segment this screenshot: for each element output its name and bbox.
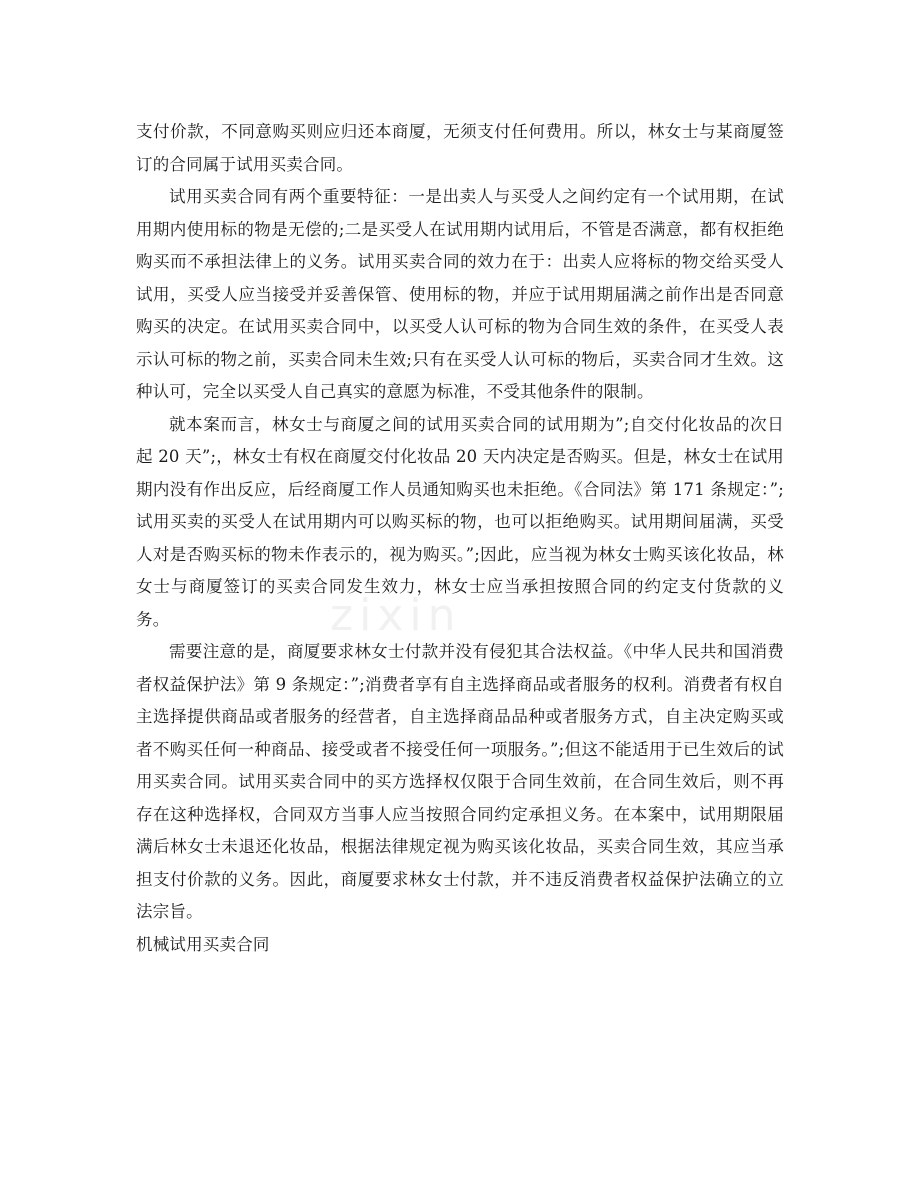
document-body — [136, 116, 784, 961]
watermark: zixin — [330, 590, 462, 641]
paragraph-features: 试用买卖合同有两个重要特征：一是出卖人与买受人之间约定有一个试用期，在试用期内使用标的物是无偿的;二是买受人在试用期内试用后，不管是否满意，都有权拒绝购买而不承担法律上的义务。试用买卖合同的效力在于：出卖人应将标的物交给买受人试用，买受人应当接受并妥善保管、使用标的物，并应于试用期届满之前作出是否同意购买的决定。在试用买卖合同中，以买受人认可标的物为合同生效的条件，在买受人表示认可标的物之前，买卖合同未生效;只有在买受人认可标的物后，买卖合同才生效。这种认可，完全以买受人自己真实的意愿为标准，不受其他条件的限制。 — [136, 187, 784, 401]
paragraph-consumer-rights: 需要注意的是，商厦要求林女士付款并没有侵犯其合法权益。《中华人民共和国消费者权益保护法》第 9 条规定：”;消费者享有自主选择商品或者服务的权利。消费者有权自主选择提供商品或者服务的经营者，自主选择商品品种或者服务方式，自主决定购买或者不购买任何一种商品、接受或者不接受任何一项服务。”;但这不能适用于已生效后的试用买卖合同。试用买卖合同中的买方选择权仅限于合同生效前，在合同生效后，则不再存在这种选择权，合同双方当事人应当按照合同约定承担义务。在本案中，试用期限届满后林女士未退还化妆品，根据法律规定视为购买该化妆品，买卖合同生效，其应当承担支付价款的义务。因此，商厦要求林女士付款，并不违反消费者权益保护法确立的立法宗旨。 — [136, 642, 784, 921]
paragraph-continuation: 支付价款，不同意购买则应归还本商厦，无须支付任何费用。所以，林女士与某商厦签订的合同属于试用买卖合同。 — [136, 122, 784, 174]
paragraph-case-analysis: 就本案而言，林女士与商厦之间的试用买卖合同的试用期为”;自交付化妆品的次日起 20 天”;，林女士有权在商厦交付化妆品 20 天内决定是否购买。但是，林女士在试用期内没有作出反应，后经商厦工作人员通知购买也未拒绝。《合同法》第 171 条规定：”;试用买卖的买受人在试用期内可以购买标的物，也可以拒绝购买。试用期间届满，买受人对是否购买标的物未作表示的，视为购买。”;因此，应当视为林女士购买该化妆品，林女士与商厦签订的买卖合同发生效力，林女士应当承担按照合同的约定支付货款的义务。 — [136, 414, 784, 629]
section-heading: 机械试用买卖合同 — [136, 934, 270, 954]
